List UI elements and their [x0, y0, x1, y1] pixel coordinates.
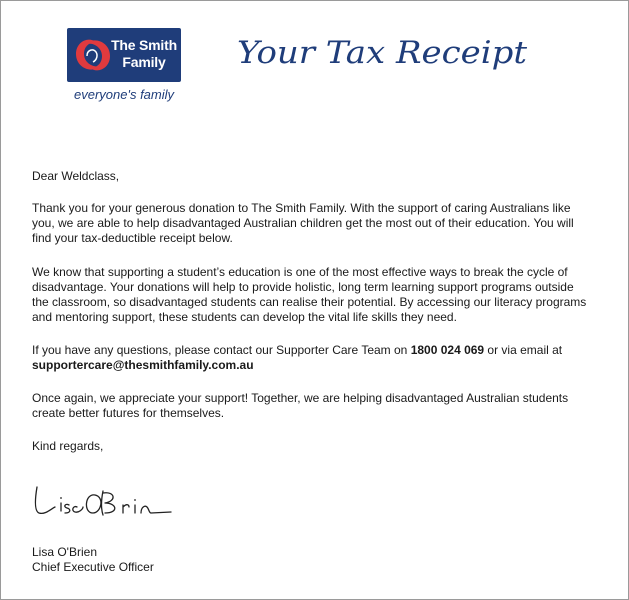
contact-mid: or via email at [484, 343, 563, 357]
paragraph-thanks: Thank you for your generous donation to The Smith Family. With the support of caring Australians like you, we are able to help disadvantaged Australian children get the most out of their education. You will find your tax-deductible receipt below. [32, 201, 574, 245]
receipt-title-text: Your Tax Receipt [237, 35, 528, 71]
paragraph-thanks-again: Once again, we appreciate your support! Together, we are helping disadvantaged Australian students create better futures for themselves. [32, 391, 569, 420]
contact-email: supportercare@thesmithfamily.com.au [32, 358, 254, 372]
handwritten-signature [31, 479, 181, 527]
greeting: Dear Weldclass, [32, 169, 120, 183]
tagline: everyone's family [74, 87, 175, 102]
smith-family-logo [67, 28, 181, 82]
receipt-title [237, 25, 537, 81]
contact-phone: 1800 024 069 [410, 343, 485, 357]
signer-title: Chief Executive Officer [32, 560, 154, 574]
closing: Kind regards, [32, 439, 104, 453]
logo-text: The Smith Family [111, 37, 177, 70]
paragraph-impact: We know that supporting a student’s education is one of the most effective ways to break the cycle of disadvantage. Your donations will help to provide holistic, long term learning support programs outside the classroom, so disadvantaged students can realise their potential. By accessing our literacy programs and mentoring support, these students can develop the vital life skills they need. [32, 265, 587, 324]
contact-intro: If you have any questions, please contact our Supporter Care Team on [32, 343, 411, 357]
signer-name: Lisa O'Brien [32, 545, 97, 559]
paragraph-contact [32, 343, 592, 373]
